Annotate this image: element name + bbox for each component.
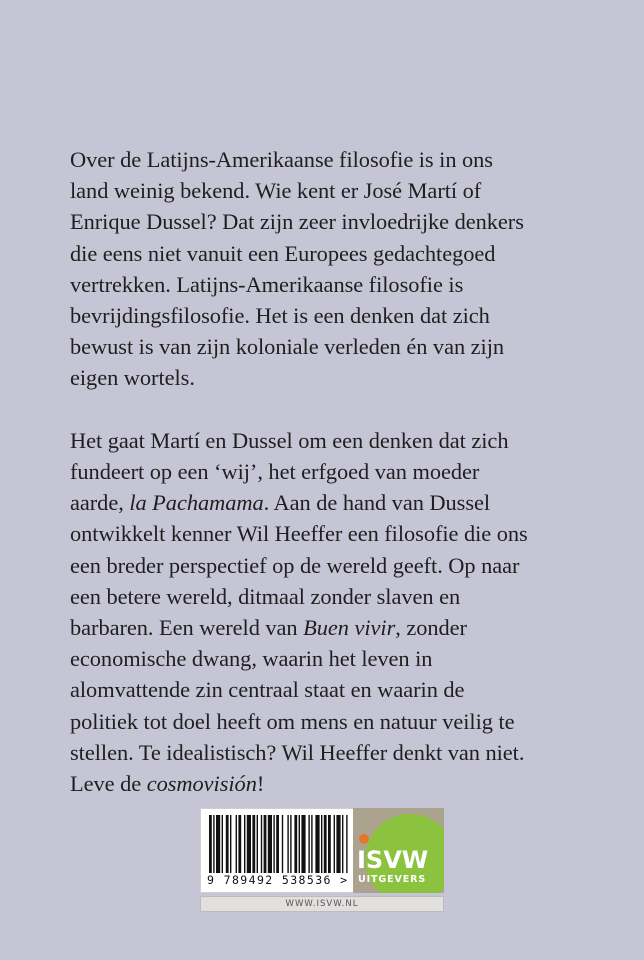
logo-subtitle: UITGEVERS [358,874,427,885]
text-run: , zonder [395,615,467,641]
blurb-text [70,144,590,799]
isbn-number: 9 789492 538536 > [207,873,349,887]
blurb-line: fundeert op een ‘wij’, het erfgoed van moeder [70,459,480,485]
barcode-bar [273,815,274,873]
barcode-bar [226,815,229,873]
barcode-bar [321,815,322,873]
barcode-bar [328,815,331,873]
text-run: . Aan de hand van Dussel [263,490,491,516]
blurb-line: een betere wereld, ditmaal zonder slaven en [70,583,461,609]
barcode-bar [257,815,258,873]
barcode-bar [334,815,335,873]
blurb-line: Enrique Dussel? Dat zijn zeer invloedrijke denkers [70,209,524,235]
text-run: aarde, [70,490,130,516]
text-run: barbaren. Een wereld van [70,615,304,641]
barcode-bar [308,815,309,873]
blurb-line: Het gaat Martí en Dussel om een denken dat zich [70,427,509,453]
barcode-bar [230,815,231,873]
blurb-line [70,768,590,799]
barcode-bar [311,815,312,873]
blurb-line [70,612,590,643]
blurb-line: die eens niet vanuit een Europees gedachtegoed [70,240,496,266]
barcode-bar [222,815,223,873]
blurb-line: economische dwang, waarin het leven in [70,646,433,672]
barcode-bar [268,815,272,873]
paragraph-gap [70,394,590,425]
barcode-bar [261,815,262,873]
logo-dot-icon [359,834,369,844]
barcode-bar [346,815,347,873]
barcode-bar [342,815,343,873]
italic-phrase: cosmovisión [146,771,257,797]
barcode-bar [216,815,220,873]
blurb-line: bewust is van zijn koloniale verleden én van zijn [70,334,505,360]
blurb-line: politiek tot doel heeft om mens en natuur veilig te [70,708,515,734]
barcode-bar [236,815,237,873]
barcode-bar [244,815,245,873]
publisher-logo [353,808,444,893]
barcode-bar [287,815,288,873]
barcode-bar [294,815,297,873]
barcode-bar [299,815,300,873]
barcode-block [200,808,444,914]
text-run: ! [256,771,265,797]
blurb-line: alomvattende zin centraal staat en waarin de [70,677,465,703]
blurb-line: ontwikkelt kenner Wil Heeffer een filosofie die ons [70,521,528,547]
italic-phrase: la Pachamama [129,490,264,516]
barcode-bar [336,815,340,873]
barcode-bar [276,815,279,873]
barcode-bar [238,815,241,873]
barcode-bar [282,815,283,873]
blurb-line [70,487,590,518]
logo-text: ISVW [357,846,429,874]
blurb-line: eigen wortels. [70,365,195,391]
barcode-bar [324,815,327,873]
barcode-bar [315,815,319,873]
text-run: Leve de [70,771,147,797]
barcode-bar [290,815,291,873]
italic-phrase: Buen vivir [303,615,396,641]
blurb-line: een breder perspectief op de wereld geeft. Op naar [70,552,520,578]
blurb-line: Over de Latijns-Amerikaanse filosofie is in ons [70,147,493,172]
barcode-bar [264,815,267,873]
publisher-url: WWW.ISVW.NL [200,896,444,912]
blurb-line: stellen. Te idealistisch? Wil Heeffer denkt van niet. [70,739,525,765]
barcode-bar [247,815,251,873]
barcode-bar [209,815,212,873]
blurb-line: bevrijdingsfilosofie. Het is een denken dat zich [70,303,490,329]
barcode-icon [209,815,349,873]
blurb-line: land weinig bekend. Wie kent er José Martí of [70,178,482,204]
barcode-bar [213,815,214,873]
barcode-bar [301,815,305,873]
barcode-panel [200,808,356,893]
blurb-line: vertrekken. Latijns-Amerikaanse filosofie is [70,271,464,297]
barcode-bar [252,815,255,873]
